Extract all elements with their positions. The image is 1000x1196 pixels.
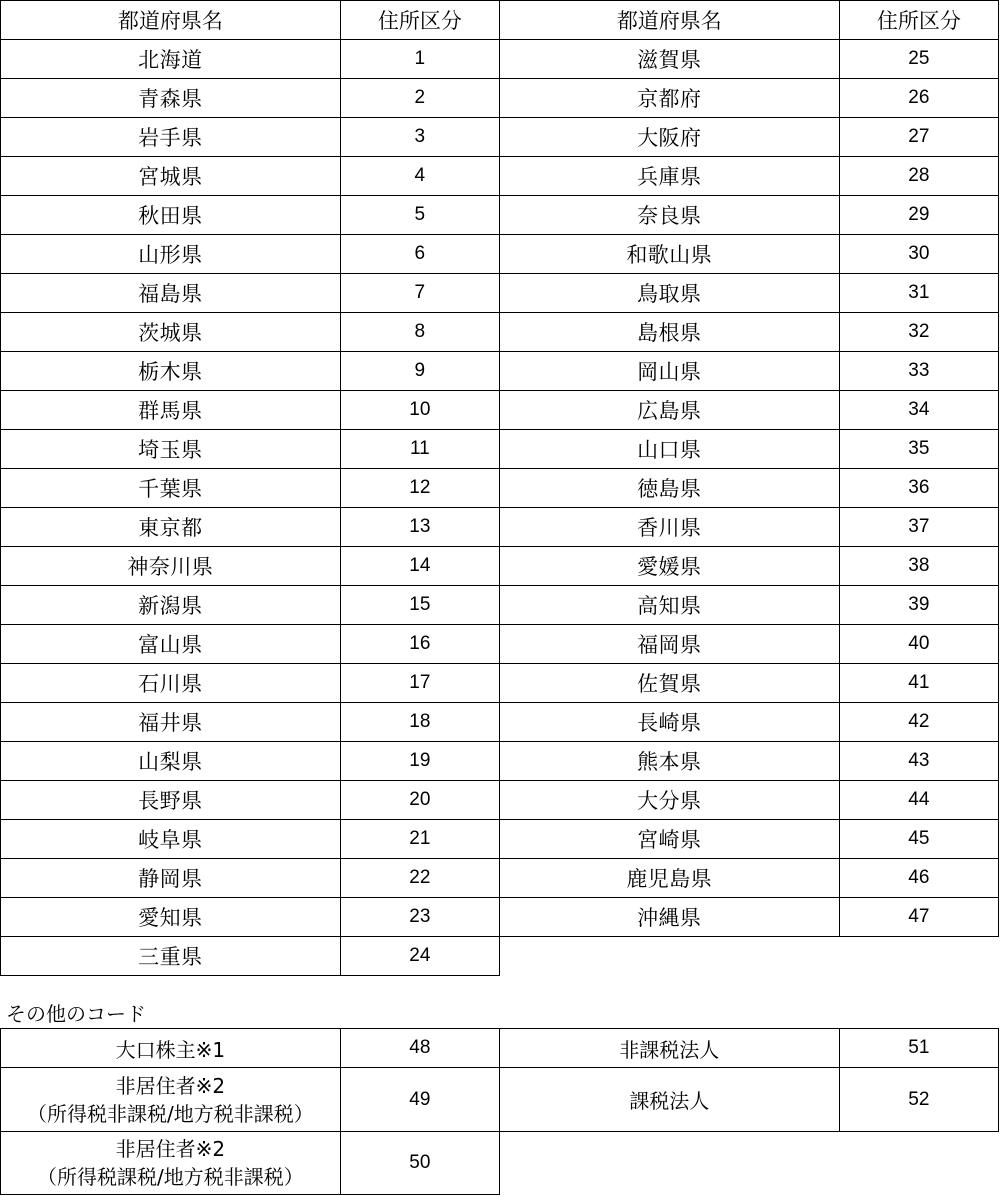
prefecture-name: 宮城県 (1, 157, 341, 196)
prefecture-name: 岩手県 (1, 118, 341, 157)
table-row (1, 118, 999, 157)
large-shareholder-code: 48 (340, 1029, 499, 1068)
prefecture-name: 佐賀県 (499, 664, 839, 703)
address-code: 24 (340, 937, 499, 976)
nonresident-a-code: 49 (340, 1068, 499, 1132)
nonresident-b-line1: 非居住者※2 (115, 1137, 226, 1161)
table-row (1, 742, 999, 781)
table-row (1, 235, 999, 274)
address-code: 5 (340, 196, 499, 235)
table-row (1, 1029, 999, 1068)
address-code: 13 (340, 508, 499, 547)
header-row (1, 1, 999, 40)
table-row (1, 274, 999, 313)
table-row (1, 859, 999, 898)
address-code: 11 (340, 430, 499, 469)
large-shareholder-name: 大口株主※1 (1, 1029, 341, 1068)
address-code: 14 (340, 547, 499, 586)
address-code: 34 (839, 391, 998, 430)
prefecture-name: 大分県 (499, 781, 839, 820)
table-row (1, 586, 999, 625)
prefecture-name: 埼玉県 (1, 430, 341, 469)
empty-cell (499, 1132, 839, 1195)
table-row (1, 664, 999, 703)
prefecture-name: 石川県 (1, 664, 341, 703)
prefecture-name: 鳥取県 (499, 274, 839, 313)
prefecture-name: 福岡県 (499, 625, 839, 664)
header-pref-name-right: 都道府県名 (499, 1, 839, 40)
prefecture-name: 青森県 (1, 79, 341, 118)
prefecture-name: 岐阜県 (1, 820, 341, 859)
table-row (1, 547, 999, 586)
address-code: 3 (340, 118, 499, 157)
header-pref-name-left: 都道府県名 (1, 1, 341, 40)
address-code: 10 (340, 391, 499, 430)
address-code: 38 (839, 547, 998, 586)
address-code: 16 (340, 625, 499, 664)
address-code: 20 (340, 781, 499, 820)
address-code: 46 (839, 859, 998, 898)
address-code: 30 (839, 235, 998, 274)
address-code: 7 (340, 274, 499, 313)
address-code: 25 (839, 40, 998, 79)
prefecture-name: 高知県 (499, 586, 839, 625)
prefecture-name: 沖縄県 (499, 898, 839, 937)
nonresident-a-name (1, 1068, 341, 1132)
table-row (1, 157, 999, 196)
table-row (1, 1068, 999, 1132)
address-code: 40 (839, 625, 998, 664)
address-code: 21 (340, 820, 499, 859)
prefecture-name: 神奈川県 (1, 547, 341, 586)
prefecture-name: 京都府 (499, 79, 839, 118)
address-code: 47 (839, 898, 998, 937)
table-row (1, 820, 999, 859)
taxable-corp-name: 課税法人 (499, 1068, 839, 1132)
table-row (1, 430, 999, 469)
address-code: 22 (340, 859, 499, 898)
prefecture-name: 静岡県 (1, 859, 341, 898)
prefecture-name: 大阪府 (499, 118, 839, 157)
address-code: 35 (839, 430, 998, 469)
nonresident-a-line2: （所得税非課税/地方税非課税） (26, 1101, 314, 1126)
prefecture-name: 富山県 (1, 625, 341, 664)
prefecture-name: 秋田県 (1, 196, 341, 235)
address-code: 23 (340, 898, 499, 937)
address-code: 42 (839, 703, 998, 742)
address-code: 2 (340, 79, 499, 118)
prefecture-name: 北海道 (1, 40, 341, 79)
address-code: 18 (340, 703, 499, 742)
prefecture-name: 島根県 (499, 313, 839, 352)
address-code: 4 (340, 157, 499, 196)
prefecture-name: 愛媛県 (499, 547, 839, 586)
address-code: 31 (839, 274, 998, 313)
table-row (1, 469, 999, 508)
empty-cell (839, 1132, 998, 1195)
address-code: 41 (839, 664, 998, 703)
address-code: 45 (839, 820, 998, 859)
prefecture-name: 熊本県 (499, 742, 839, 781)
address-code: 15 (340, 586, 499, 625)
prefecture-name: 山梨県 (1, 742, 341, 781)
prefecture-name: 栃木県 (1, 352, 341, 391)
prefecture-name: 三重県 (1, 937, 341, 976)
prefecture-name: 山口県 (499, 430, 839, 469)
table-row (1, 703, 999, 742)
address-code: 33 (839, 352, 998, 391)
address-code: 32 (839, 313, 998, 352)
address-code: 37 (839, 508, 998, 547)
other-codes-label: その他のコード (6, 1002, 146, 1026)
prefecture-name: 東京都 (1, 508, 341, 547)
address-code: 12 (340, 469, 499, 508)
address-code: 19 (340, 742, 499, 781)
table-row (1, 625, 999, 664)
empty-cell (499, 937, 839, 976)
address-code: 29 (839, 196, 998, 235)
taxable-corp-code: 52 (839, 1068, 998, 1132)
address-code: 9 (340, 352, 499, 391)
address-code: 17 (340, 664, 499, 703)
prefecture-name: 千葉県 (1, 469, 341, 508)
prefecture-name: 福島県 (1, 274, 341, 313)
table-row (1, 196, 999, 235)
address-code: 39 (839, 586, 998, 625)
table-row (1, 781, 999, 820)
prefecture-name: 山形県 (1, 235, 341, 274)
nonresident-b-line2: （所得税課税/地方税非課税） (36, 1165, 304, 1189)
prefecture-name: 香川県 (499, 508, 839, 547)
prefecture-name: 群馬県 (1, 391, 341, 430)
prefecture-name: 奈良県 (499, 196, 839, 235)
nontaxable-corp-name: 非課税法人 (499, 1029, 839, 1068)
prefecture-name: 滋賀県 (499, 40, 839, 79)
address-code: 26 (839, 79, 998, 118)
empty-cell (839, 937, 998, 976)
prefecture-name: 福井県 (1, 703, 341, 742)
header-address-code-left: 住所区分 (340, 1, 499, 40)
table-row (1, 391, 999, 430)
prefecture-name: 新潟県 (1, 586, 341, 625)
nonresident-b-code: 50 (340, 1132, 499, 1195)
address-code: 28 (839, 157, 998, 196)
prefecture-name: 鹿児島県 (499, 859, 839, 898)
prefecture-name: 愛知県 (1, 898, 341, 937)
prefecture-name: 長崎県 (499, 703, 839, 742)
prefecture-name: 長野県 (1, 781, 341, 820)
address-code: 27 (839, 118, 998, 157)
nontaxable-corp-code: 51 (839, 1029, 998, 1068)
header-address-code-right: 住所区分 (839, 1, 998, 40)
prefecture-name: 広島県 (499, 391, 839, 430)
table-row (1, 898, 999, 937)
address-code: 44 (839, 781, 998, 820)
address-code: 8 (340, 313, 499, 352)
prefecture-name: 宮崎県 (499, 820, 839, 859)
address-code: 1 (340, 40, 499, 79)
prefecture-name: 和歌山県 (499, 235, 839, 274)
nonresident-b-name (1, 1132, 341, 1195)
address-code: 6 (340, 235, 499, 274)
prefecture-name: 岡山県 (499, 352, 839, 391)
prefecture-name: 兵庫県 (499, 157, 839, 196)
prefecture-name: 茨城県 (1, 313, 341, 352)
address-code: 43 (839, 742, 998, 781)
table-row (1, 352, 999, 391)
nonresident-a-line1: 非居住者※2 (115, 1073, 226, 1098)
table-row (1, 1132, 999, 1195)
other-code-table (0, 1028, 999, 1195)
table-row (1, 79, 999, 118)
prefecture-name: 徳島県 (499, 469, 839, 508)
table-row (1, 40, 999, 79)
table-row (1, 313, 999, 352)
table-row (1, 508, 999, 547)
address-code: 36 (839, 469, 998, 508)
table-row (1, 937, 999, 976)
